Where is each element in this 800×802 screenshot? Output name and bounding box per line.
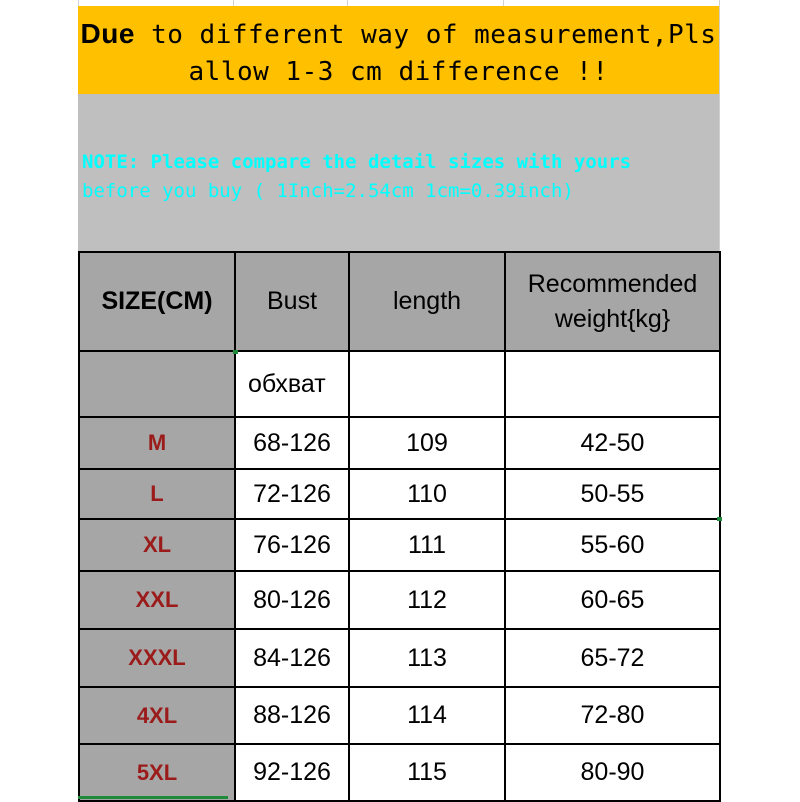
cell-comment-marker [233, 350, 238, 354]
table-row [79, 687, 720, 744]
note-line-1: NOTE: Please compare the detail sizes with yours [82, 151, 632, 173]
length-value: 111 [349, 519, 505, 571]
bust-value: 80-126 [235, 571, 349, 629]
size-label: L [79, 469, 235, 519]
notice-line-1-text: to different way of measurement,Pls [134, 20, 717, 50]
size-label: 5XL [79, 744, 235, 801]
subheader-bust: обхват [235, 351, 349, 417]
size-label: 4XL [79, 687, 235, 744]
size-label: XXXL [79, 629, 235, 687]
header-weight-line-1: Recommended [527, 269, 698, 298]
subheader-size-cell [79, 351, 235, 417]
length-value: 115 [349, 744, 505, 801]
size-label: XXL [79, 571, 235, 629]
header-weight-line-2: weight{kg} [554, 304, 671, 333]
weight-value: 72-80 [505, 687, 720, 744]
size-label: XL [79, 519, 235, 571]
weight-value: 60-65 [505, 571, 720, 629]
subheader-weight-cell [505, 351, 720, 417]
cell-comment-marker [717, 517, 722, 521]
length-value: 109 [349, 417, 505, 469]
table-row [79, 469, 720, 519]
subheader-length-cell [349, 351, 505, 417]
length-value: 114 [349, 687, 505, 744]
bust-value: 84-126 [235, 629, 349, 687]
table-row [79, 417, 720, 469]
length-value: 112 [349, 571, 505, 629]
table-row [79, 744, 720, 801]
note-line-2: before you buy ( 1Inch=2.54cm 1cm=0.39inch) [82, 180, 574, 202]
table-subheader-row [79, 351, 720, 417]
notice-line-1 [78, 15, 719, 54]
size-chart-table [78, 251, 721, 802]
bust-value: 76-126 [235, 519, 349, 571]
cell-selection-marker [78, 796, 228, 799]
size-label: M [79, 417, 235, 469]
header-length: length [349, 252, 505, 351]
notice-line-2: allow 1-3 cm difference !! [188, 57, 609, 87]
table-row [79, 629, 720, 687]
table-row [79, 571, 720, 629]
measurement-notice-banner [78, 6, 719, 94]
weight-value: 65-72 [505, 629, 720, 687]
weight-value: 80-90 [505, 744, 720, 801]
weight-value: 50-55 [505, 469, 720, 519]
length-value: 110 [349, 469, 505, 519]
compare-sizes-note [78, 94, 719, 251]
weight-value: 55-60 [505, 519, 720, 571]
weight-value: 42-50 [505, 417, 720, 469]
bust-value: 72-126 [235, 469, 349, 519]
bust-value: 92-126 [235, 744, 349, 801]
table-row [79, 519, 720, 571]
bust-value: 68-126 [235, 417, 349, 469]
table-header-row [79, 252, 720, 351]
header-weight [505, 252, 720, 351]
bust-value: 88-126 [235, 687, 349, 744]
header-bust: Bust [235, 252, 349, 351]
header-size: SIZE(CM) [79, 252, 235, 351]
notice-lead-word: Due [80, 18, 135, 49]
length-value: 113 [349, 629, 505, 687]
